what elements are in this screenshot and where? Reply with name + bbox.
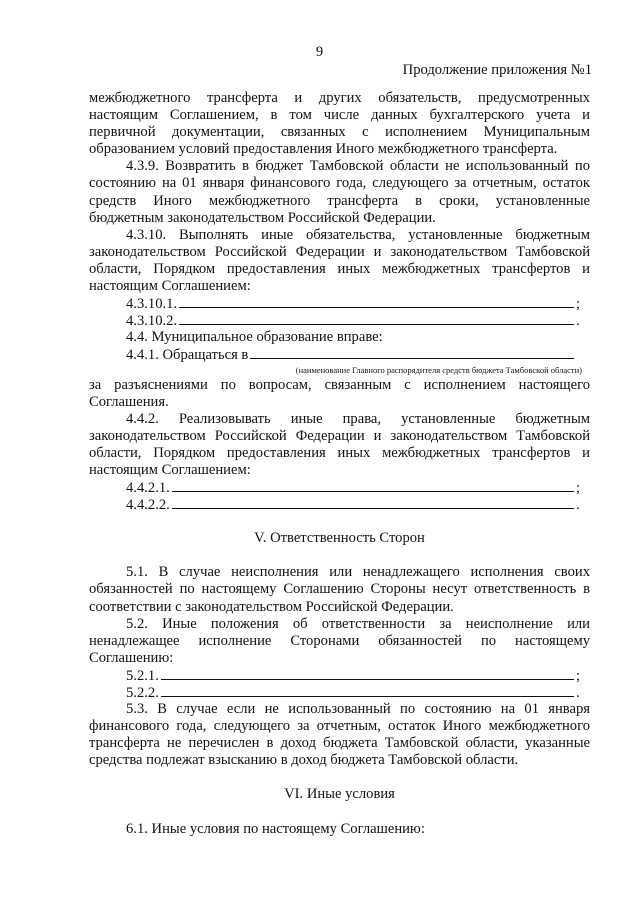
- paragraph-line: 6.1. Иные условия по настоящему Соглашению:: [126, 820, 425, 837]
- fill-in-4-4-2-2: [89, 496, 590, 513]
- field-caption: (наименование Главного распорядителя средств бюджета Тамбовской области): [295, 364, 582, 375]
- section-heading: V. Ответственность Сторон: [254, 530, 425, 547]
- paragraph-line: 4.3.10. Выполнять иные обязательства, установленные бюджетным: [126, 226, 590, 243]
- document-body: [89, 90, 590, 838]
- fill-in-punct: ;: [576, 296, 581, 313]
- paragraph-line: законодательством Российской Федерации и законодательством Тамбовской: [89, 427, 590, 444]
- fill-in-label: 4.4.1. Обращаться в: [126, 347, 249, 364]
- paragraph-line: обязанностей по настоящему Соглашению Стороны несут ответственность в: [89, 581, 590, 598]
- paragraph-line: 5.3. В случае если не использованный по состоянию на 01 января: [126, 701, 590, 718]
- fill-in-4-3-10-1: [89, 295, 590, 312]
- fill-in-label: 5.2.1.: [126, 667, 159, 684]
- paragraph-line: настоящим Соглашением:: [89, 461, 251, 478]
- paragraph-line: трансферта не перечислен в доход бюджета Тамбовской области, указанные: [89, 735, 590, 752]
- paragraph-line: бюджетным законодательством Российской Федерации.: [89, 209, 436, 226]
- paragraph-line: области, Порядком предоставления иных межбюджетных трансфертов и: [89, 260, 590, 277]
- fill-in-punct: .: [576, 313, 580, 330]
- blank-line: [172, 496, 574, 509]
- paragraph-line: 4.4.2. Реализовывать иные права, установленные бюджетным: [126, 410, 590, 427]
- fill-in-punct: .: [576, 685, 580, 701]
- fill-in-punct: ;: [576, 667, 581, 684]
- fill-in-label: 4.4.2.2.: [126, 497, 170, 514]
- fill-in-4-4-2-1: [89, 479, 590, 496]
- paragraph-line: первичной документации, связанных с исполнением Муниципальным: [89, 124, 590, 141]
- fill-in-5-2-1: [89, 667, 590, 684]
- fill-in-punct: .: [576, 497, 580, 514]
- blank-line: [161, 667, 574, 680]
- blank-line: [250, 346, 574, 359]
- fill-in-4-3-10-2: [89, 312, 590, 329]
- page-number: 9: [315, 44, 324, 60]
- fill-in-label: 4.3.10.2.: [126, 313, 178, 330]
- paragraph-line: финансового года, следующего за отчетным, остаток Иного межбюджетного: [89, 718, 590, 735]
- paragraph-line: образованием условий предоставления Иного межбюджетного трансферта.: [89, 141, 558, 158]
- paragraph-line: 5.2. Иные положения об ответственности за неисполнение или: [126, 615, 590, 632]
- fill-in-5-2-2: [89, 684, 590, 701]
- paragraph-line: межбюджетного трансферта и других обязательств, предусмотренных: [89, 90, 590, 106]
- fill-in-4-4-1: [89, 346, 590, 363]
- paragraph-line: Соглашению:: [89, 649, 174, 666]
- paragraph-line: 5.1. В случае неисполнения или ненадлежащего исполнения своих: [126, 564, 590, 581]
- paragraph-line: области, Порядком предоставления иных межбюджетных трансфертов и: [89, 444, 590, 461]
- blank-line: [179, 312, 574, 325]
- paragraph-line: 4.4. Муниципальное образование вправе:: [126, 329, 383, 346]
- section-heading: VI. Иные условия: [284, 786, 395, 803]
- fill-in-punct: ;: [576, 480, 581, 497]
- paragraph-line: за разъяснениями по вопросам, связанным с исполнением настоящего: [89, 376, 590, 393]
- paragraph-line: настоящим Соглашением, в том числе данных бухгалтерского учета и: [89, 107, 590, 124]
- paragraph-line: средств Иного межбюджетного трансферта в сроки, установленные: [89, 192, 590, 209]
- paragraph-line: законодательством Российской Федерации и законодательством Тамбовской: [89, 243, 590, 260]
- paragraph-line: 4.3.9. Возвратить в бюджет Тамбовской области не использованный по: [126, 158, 590, 175]
- blank-line: [161, 684, 574, 697]
- fill-in-label: 4.3.10.1.: [126, 296, 178, 313]
- fill-in-label: 5.2.2.: [126, 685, 159, 701]
- paragraph-line: состоянию на 01 января финансового года, следующего за отчетным, остаток: [89, 175, 590, 192]
- paragraph-line: средства подлежат взысканию в доход бюджета Тамбовской области.: [89, 752, 519, 769]
- blank-line: [172, 479, 574, 492]
- paragraph-line: ненадлежащее исполнение Сторонами обязанностей по настоящему: [89, 632, 590, 649]
- blank-line: [179, 295, 574, 308]
- continuation-header: Продолжение приложения №1: [402, 62, 592, 78]
- paragraph-line: Соглашения.: [89, 393, 169, 410]
- paragraph-line: настоящим Соглашением:: [89, 278, 251, 295]
- paragraph-line: соответствии с законодательством Российской Федерации.: [89, 598, 454, 615]
- fill-in-label: 4.4.2.1.: [126, 480, 170, 497]
